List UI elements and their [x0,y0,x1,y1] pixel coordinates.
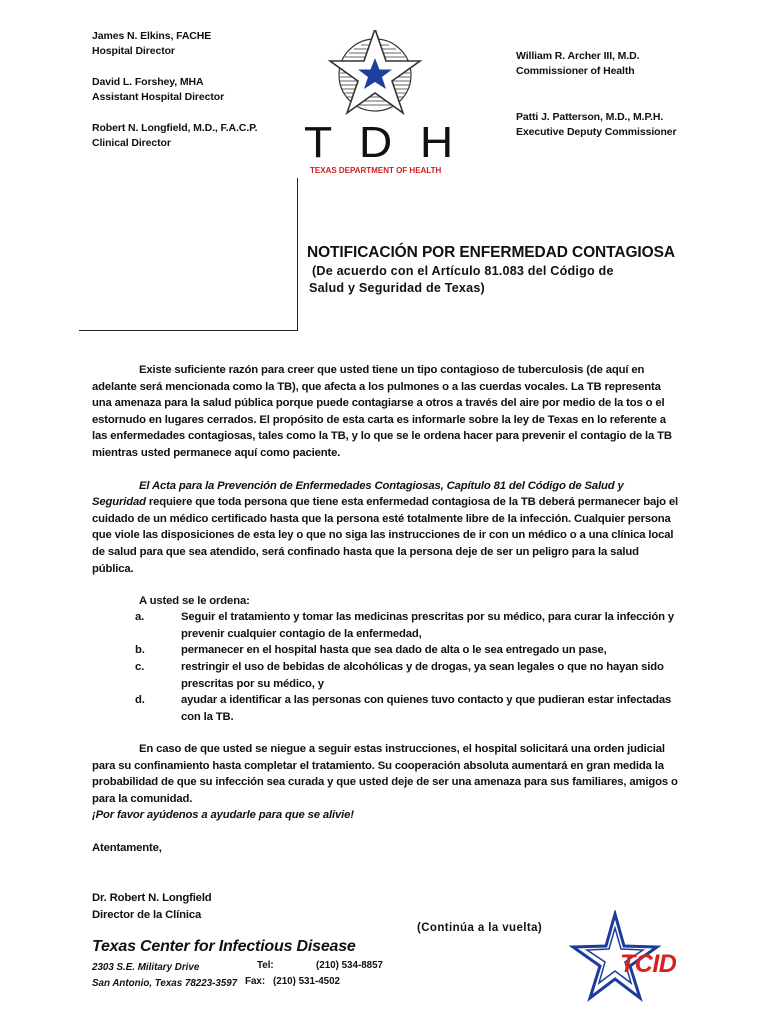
staff-name: Patti J. Patterson, M.D., M.P.H. [516,111,664,123]
paragraph-law [92,478,680,578]
tdh-letters: T D H [304,118,461,167]
frame-horizontal-line [79,330,298,331]
list-letter: b. [135,644,145,656]
letter-body-closing [92,741,680,857]
closing-salutation: Atentamente, [92,841,162,854]
address-line1: 2303 S.E. Military Drive [92,962,200,973]
list-text: permanecer en el hospital hasta que sea dado de alta o le sea entregado un pase, [181,644,607,656]
footer-org-name: Texas Center for Infectious Disease [92,938,356,955]
plea-text: ¡Por favor ayúdenos a ayudarle para que se alivie! [92,809,354,822]
list-text: Seguir el tratamiento y tomar las medicinas prescritas por su médico, para curar la infección y prevenir cualquier contagio de la enfermedad, [181,611,675,640]
tdh-caption: TEXAS DEPARTMENT OF HEALTH [310,166,442,175]
list-letter: c. [135,661,145,673]
staff-name: Robert N. Longfield, M.D., F.A.C.P. [92,122,258,134]
notice-subtitle [307,263,667,297]
notice-title: NOTIFICACIÓN POR ENFERMEDAD CONTAGIOSA [307,244,675,261]
tcid-text: TCID [620,950,677,978]
signer-name: Dr. Robert N. Longfield [92,892,212,904]
continue-note: (Continúa a la vuelta) [417,922,543,934]
staff-title: Commissioner of Health [516,65,635,77]
paragraph-consequences [92,741,680,824]
consequences-text: En caso de que usted se niegue a seguir estas instrucciones, el hospital solicitará una orden judicial para su confinamiento hasta completar el tratamiento. Su cooperación absoluta aumentará en gran medida la probabilidad de que su infección sea curada y que usted deje de ser una amenaza para sus familiares, amigos o para la comunidad. [92,743,678,805]
tel-number: (210) 534-8857 [316,960,383,971]
staff-name: James N. Elkins, FACHE [92,30,212,42]
staff-title: Assistant Hospital Director [92,91,225,103]
notice-subtitle-line2: Salud y Seguridad de Texas) [309,281,485,295]
staff-title: Executive Deputy Commissioner [516,126,677,138]
staff-title: Hospital Director [92,45,175,57]
signer-title: Director de la Clínica [92,908,202,921]
order-intro: A usted se le ordena: [139,595,250,608]
address-line2: San Antonio, Texas 78223-3597 [92,978,238,989]
notice-subtitle-line1: (De acuerdo con el Artículo 81.083 del Código de [312,264,614,278]
footer-address [92,960,237,992]
frame-vertical-line [297,178,298,331]
tel-label: Tel: [257,960,274,971]
footer-contacts [245,960,415,994]
orders-list [135,609,695,724]
list-letter: d. [135,694,145,706]
left-staff-list [92,29,257,151]
right-staff-list [516,49,677,140]
tdh-logo [300,30,461,182]
list-text: ayudar a identificar a las personas con quienes tuvo contacto y que pudieran estar infectadas con la TB. [181,694,672,723]
law-title: El Acta para la Prevención de Enfermedades Contagiosas, Capítulo 81 del Código de Salud y Seguridad [92,479,624,509]
tcid-logo [560,910,710,1015]
fax-label: Fax: [245,976,266,987]
staff-title: Clinical Director [92,137,171,149]
paragraph-tb-notice: Existe suficiente razón para creer que usted tiene un tipo contagioso de tuberculosis (de aquí en adelante será mencionada como la TB), que afecta a los pulmones o a las cuerdas vocales. La TB representa una amenaza para la salud pública porque puede contagiarse a otros a través del aire por medio de la tos o el estornudo en lugares cerrados. El propósito de esta carta es informarle sobre la ley de Texas en lo referente a las enfermedades contagiosas, tales como la TB, y lo que se le ordena hacer para prevenir el contagio de la TB mientras usted permanece aquí como paciente. [92,364,672,459]
law-text: requiere que toda persona que tiene esta enfermedad contagiosa de la TB deberá permanecer bajo el cuidado de un médico certificado hasta que la persona esté totalmente libre de la infección. Cualquier persona que viole las disposiciones de esta ley o que no siga las instrucciones de ir con un médico o a una clínica local de salud para que sea atendido, será confinado hasta que la persona deje de ser un peligro para la salud pública. [92,496,679,575]
list-text: restringir el uso de bebidas de alcohólicas y de drogas, ya sean legales o que no hayan sido prescritas por su médico, y [181,661,664,690]
list-letter: a. [135,611,145,623]
letter-body [92,362,680,610]
staff-name: William R. Archer III, M.D. [516,50,640,62]
signature-block [92,890,212,923]
staff-name: David L. Forshey, MHA [92,76,204,88]
fax-number: (210) 531-4502 [273,976,340,987]
